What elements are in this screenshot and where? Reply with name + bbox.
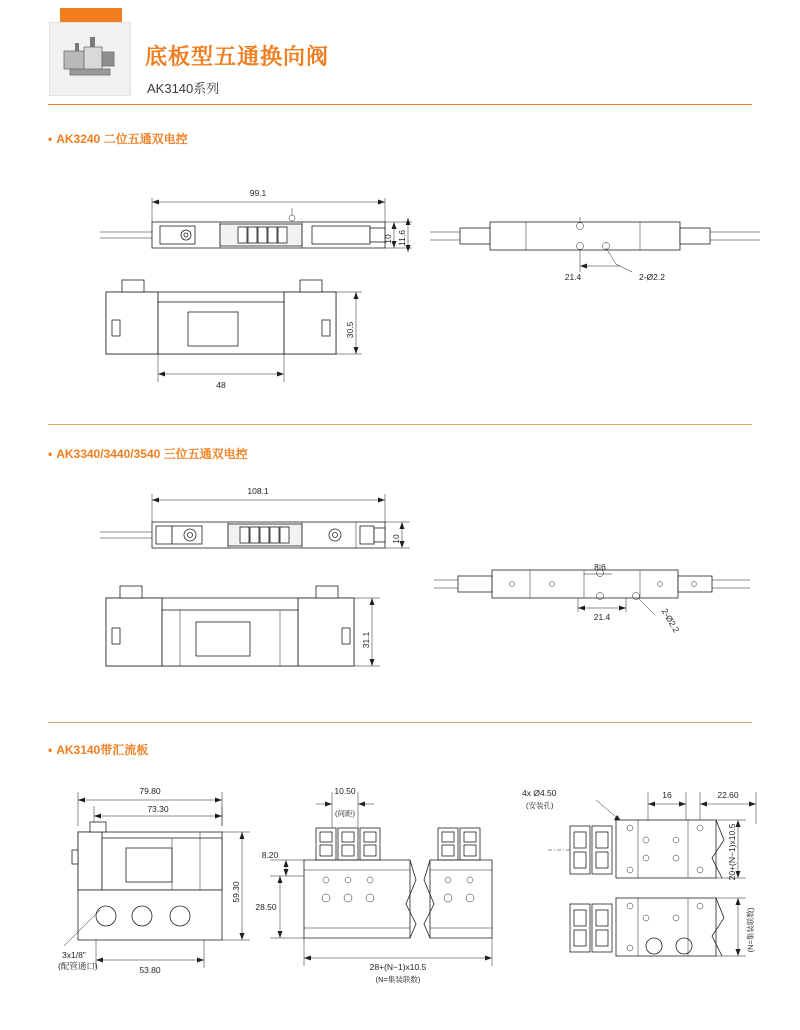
dim-side-length-2: 21.4: [593, 612, 611, 622]
note-r-side: (N=集装联数): [746, 907, 755, 953]
bullet-icon: •: [48, 132, 53, 146]
dim-h-front: 59.30: [231, 881, 241, 903]
valve-thumbnail-icon: [49, 22, 131, 96]
dim-bottom-formula: 28+(N−1)x10.5: [369, 962, 427, 972]
dim-r-side-1: 20+(N−1)x10.5: [727, 823, 737, 881]
divider-1: [48, 424, 752, 425]
dim-side-holes: 2-Ø2.2: [639, 272, 665, 282]
dim-r-a: 16: [662, 790, 672, 800]
dim-w-base: 53.80: [139, 965, 161, 975]
page-subtitle: AK3140系列: [147, 81, 220, 96]
note-pitch: (间距): [335, 809, 355, 818]
dim-top-length-2: 108.1: [247, 486, 269, 496]
dim-w-outer: 79.80: [139, 786, 161, 796]
dim-h-total-2: 10: [391, 534, 401, 544]
dim-hole-spec: 4x Ø4.50: [522, 788, 557, 798]
dim-front-height: 30.5: [345, 321, 355, 339]
dim-side-holes-2: 2-Ø2.2: [659, 606, 682, 635]
drawing-ak3340: [60, 470, 760, 705]
note-bottom: (N=集装联数): [375, 975, 421, 984]
drawing-ak3240: [60, 160, 760, 415]
note-port-desc: (配管通口): [58, 961, 98, 971]
divider-2: [48, 722, 752, 723]
drawing-ak3140: [40, 770, 780, 1025]
dim-front-width: 48: [216, 380, 226, 390]
bullet-icon: •: [48, 743, 53, 757]
dim-w-inner: 73.30: [147, 804, 169, 814]
section-label: AK3340/3440/3540 三位五通双电控: [56, 447, 248, 461]
dim-side-length: 21.4: [564, 272, 582, 282]
dim-left-h2: 28.50: [255, 902, 277, 912]
page-header: [0, 0, 800, 118]
dim-pitch: 10.50: [334, 786, 356, 796]
dim-h-total: 11.6: [397, 230, 407, 246]
section-label: AK3240 二位五通双电控: [56, 132, 188, 146]
dim-h-small: 10: [383, 234, 393, 244]
section-label: AK3140带汇流板: [56, 743, 149, 757]
dim-top-length: 99.1: [249, 188, 267, 198]
dim-front-height-2: 31.1: [361, 631, 371, 649]
accent-bar: [60, 8, 122, 22]
section-heading-ak3240: [48, 130, 188, 147]
dim-r-b: 22.60: [717, 790, 739, 800]
note-port-spec: 3x1/8": [62, 950, 86, 960]
dim-left-h: 8.20: [261, 850, 279, 860]
header-divider: [48, 104, 752, 105]
bullet-icon: •: [48, 447, 53, 461]
section-heading-ak3340: [48, 445, 248, 462]
section-heading-ak3140: [48, 741, 148, 758]
page-title: 底板型五通换向阀: [145, 44, 330, 69]
note-hole: (安装孔): [526, 801, 554, 810]
dim-side-a: 8.6: [594, 562, 606, 572]
